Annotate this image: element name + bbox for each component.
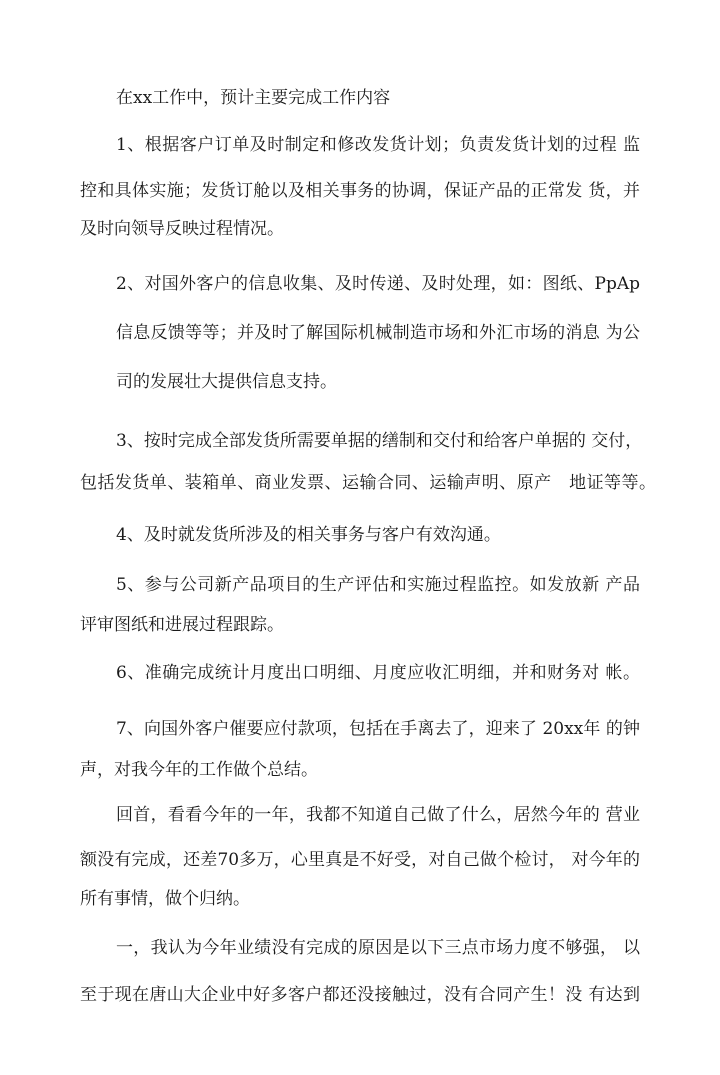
item-3-line-2: 包括发货单、装箱单、商业发票、运输合同、运输声明、原产 地证等等。 bbox=[80, 473, 656, 493]
review-line-1: 回首，看看今年的一年，我都不知道自己做了什么，居然今年的 营业 bbox=[116, 805, 640, 825]
item-1-line-3: 及时向领导反映过程情况。 bbox=[80, 219, 284, 239]
item-7-line-1: 7、向国外客户催要应付款项，包括在手离去了，迎来了 20xx年 的钟 bbox=[116, 719, 640, 739]
point-1-line-1: 一，我认为今年业绩没有完成的原因是以下三点市场力度不够强， 以 bbox=[116, 938, 640, 958]
point-1-line-2: 至于现在唐山大企业中好多客户都还没接触过，没有合同产生！没 有达到 bbox=[80, 985, 640, 1005]
item-7-line-2: 声，对我今年的工作做个总结。 bbox=[80, 760, 318, 780]
item-1-line-2: 控和具体实施；发货订舱以及相关事务的协调，保证产品的正常发 货，并 bbox=[80, 181, 640, 201]
item-1-line-1: 1、根据客户订单及时制定和修改发货计划；负责发货计划的过程 监 bbox=[116, 135, 640, 155]
document-heading: 在xx工作中，预计主要完成工作内容 bbox=[116, 88, 391, 108]
item-5-line-2: 评审图纸和进展过程跟踪。 bbox=[80, 615, 284, 635]
item-5-line-1: 5、参与公司新产品项目的生产评估和实施过程监控。如发放新 产品 bbox=[116, 575, 640, 595]
item-2-line-1: 2、对国外客户的信息收集、及时传递、及时处理，如：图纸、PpAp bbox=[116, 274, 640, 294]
review-line-3: 所有事情，做个归纳。 bbox=[80, 889, 250, 909]
item-6-line-1: 6、准确完成统计月度出口明细、月度应收汇明细，并和财务对 帐。 bbox=[116, 663, 640, 683]
item-3-line-1: 3、按时完成全部发货所需要单据的缮制和交付和给客户单据的 交付， bbox=[116, 431, 643, 451]
review-line-2: 额没有完成，还差70多万，心里真是不好受，对自己做个检讨， 对今年的 bbox=[80, 850, 640, 870]
item-4-line-1: 4、及时就发货所涉及的相关事务与客户有效沟通。 bbox=[116, 525, 501, 545]
item-2-line-3: 司的发展壮大提供信息支持。 bbox=[116, 372, 337, 392]
item-2-line-2: 信息反馈等等；并及时了解国际机械制造市场和外汇市场的消息 为公 bbox=[116, 323, 640, 343]
